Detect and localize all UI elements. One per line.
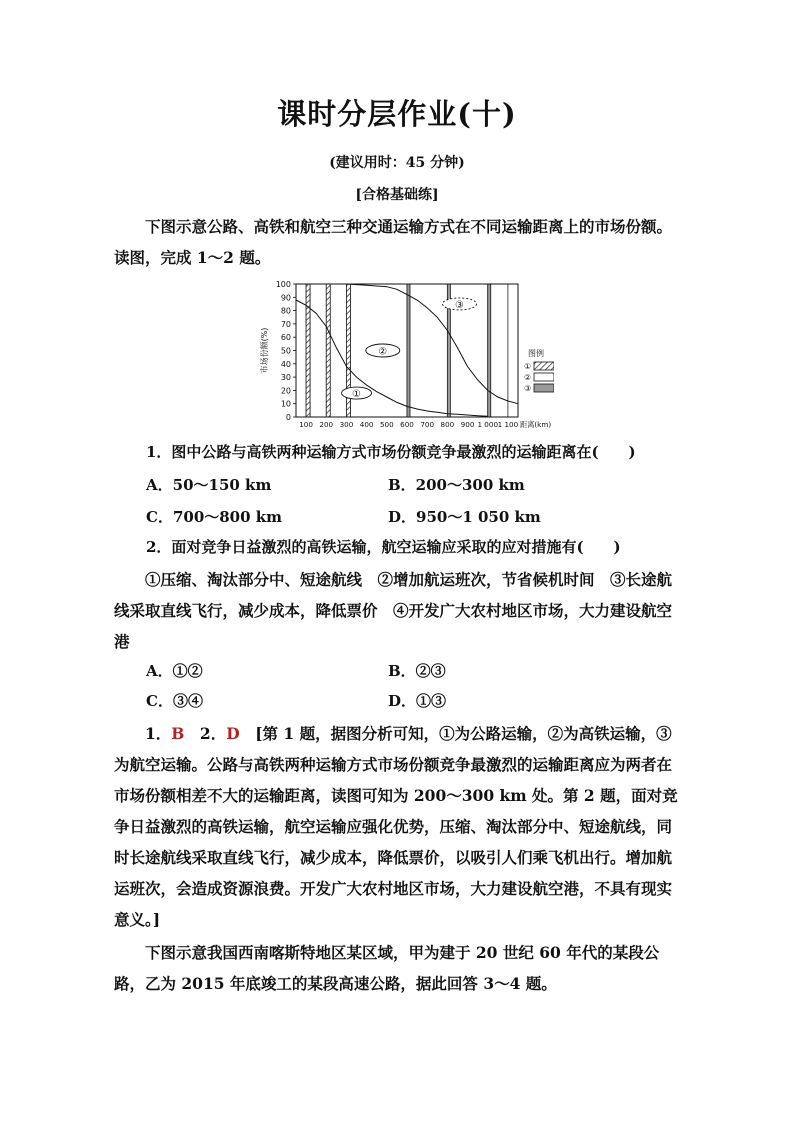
- section-heading: [合格基础练]: [355, 187, 439, 203]
- chart-band-2: [310, 284, 326, 417]
- q2-option-d: D．①③: [388, 692, 447, 710]
- y-tick-label-5: 50: [280, 346, 291, 356]
- y-tick-label-1: 90: [280, 293, 291, 303]
- intro-paragraph-1: 下图示意公路、高铁和航空三种交通运输方式在不同运输距离上的市场份额。读图，完成 1～2 题。: [114, 217, 673, 267]
- chart-band-1: [306, 284, 310, 417]
- q1-option-d: D．950～1 050 km: [388, 508, 541, 526]
- q2-items: ①压缩、淘汰部分中、短途航线 ②增加航运班次，节省候机时间 ③长途航线采取直线飞行，减少成本，降低票价 ④开发广大农村地区市场，大力建设航空港: [114, 570, 673, 651]
- legend-swatch-2: [534, 384, 554, 392]
- q2-option-c: C．③④: [146, 692, 203, 710]
- q2-option-a: A．①②: [146, 662, 203, 680]
- x-tick-label-6: 700: [420, 420, 435, 429]
- x-tick-label-5: 600: [400, 420, 414, 429]
- y-tick-label-10: 0: [285, 413, 291, 422]
- q2-option-b: B．②③: [388, 662, 446, 680]
- y-tick-label-4: 60: [280, 333, 291, 343]
- q1-option-a: A．50～150 km: [146, 476, 272, 494]
- x-tick-label-0: 100: [299, 420, 313, 429]
- x-tick-label-4: 500: [379, 420, 394, 429]
- chart-band-11: [488, 284, 491, 417]
- x-axis-unit: 距离(km): [520, 420, 552, 429]
- legend-label-2: ③: [524, 384, 532, 393]
- intro-paragraph-2: 下图示意我国西南喀斯特地区某区域，甲为建于 20 世纪 60 年代的某段公路，乙为 2015 年底竣工的某段高速公路，据此回答 3～4 题。: [114, 943, 660, 993]
- question-2-stem: 2．面对竞争日益激烈的高铁运输，航空运输应采取的应对措施有( ): [146, 538, 621, 556]
- legend-swatch-1: [534, 373, 554, 381]
- legend-label-1: ②: [524, 373, 532, 382]
- x-tick-label-9: 1 000: [477, 420, 499, 429]
- legend-title: 图例: [528, 349, 544, 358]
- y-tick-label-9: 10: [280, 399, 291, 409]
- q1-option-b: B．200～300 km: [388, 476, 525, 494]
- y-tick-label-0: 100: [275, 280, 291, 289]
- y-tick-label-7: 30: [280, 373, 291, 383]
- x-tick-label-7: 800: [440, 420, 455, 429]
- time-note: (建议用时：45 分钟): [329, 155, 465, 171]
- answer-1-number: 1．: [145, 724, 172, 743]
- curve-mark-label-1: ①: [352, 389, 362, 401]
- chart-band-8: [410, 284, 447, 417]
- answer-1: B: [171, 724, 185, 743]
- x-tick-label-10: 1 100: [497, 420, 519, 429]
- q1-option-c: C．700～800 km: [146, 508, 283, 526]
- chart-band-7: [407, 284, 410, 417]
- legend-swatch-0: [534, 362, 554, 370]
- explanation-text: [第 1 题，据图分析可知，①为公路运输，②为高铁运输，③为航空运输。公路与高铁两种运输方式市场份额竞争最激烈的运输距离应为两者在市场份额相差不大的运输距离，读图可知为 200～300 km 处。第 2 题，面对竞争日益激烈的高铁运输，航空运输应强化优势，压缩、淘汰部分中、短途航线，同时长途航线采取直线飞行，减少成本，降低票价，以吸引人们乘飞机出行。增加航运班次，会造成资源浪费。开发广大农村地区市场，大力建设航空港，不具有现实意义。]: [114, 724, 678, 929]
- curve-mark-label-2: ②: [378, 346, 388, 358]
- y-axis-label: 市场份额(%): [260, 327, 269, 374]
- answer-explanation: [114, 718, 684, 935]
- curve-mark-label-3: ③: [454, 299, 464, 311]
- market-share-chart: [254, 276, 554, 436]
- y-tick-label-8: 20: [280, 386, 291, 396]
- chart-band-3: [326, 284, 330, 417]
- chart-band-12: [491, 284, 508, 417]
- page-title: 课时分层作业(十): [277, 97, 517, 131]
- answer-2-number: 2．: [199, 724, 227, 743]
- question-1-stem: 1．图中公路与高铁两种运输方式市场份额竞争最激烈的运输距离在( ): [146, 443, 636, 461]
- x-tick-label-2: 300: [339, 420, 354, 429]
- y-tick-label-6: 40: [280, 359, 291, 369]
- x-tick-label-1: 200: [319, 420, 334, 429]
- x-tick-label-3: 400: [359, 420, 374, 429]
- legend-label-0: ①: [524, 362, 532, 371]
- answer-2: D: [226, 724, 240, 743]
- x-tick-label-8: 900: [460, 420, 475, 429]
- y-tick-label-3: 70: [280, 319, 291, 329]
- y-tick-label-2: 80: [280, 306, 291, 316]
